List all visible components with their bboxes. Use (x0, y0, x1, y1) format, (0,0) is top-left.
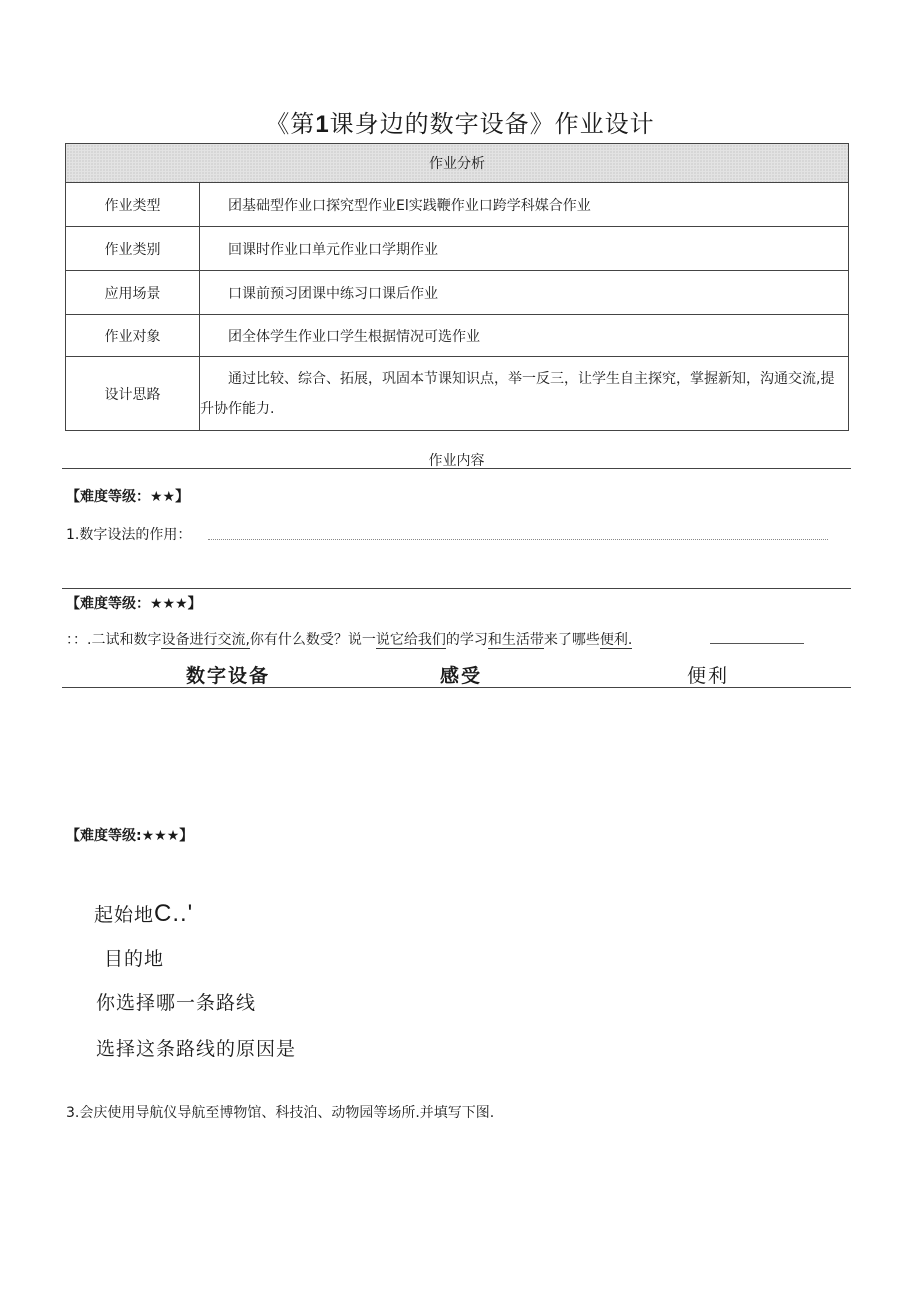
row-value: 回课时作业口单元作业口学期作业 (200, 227, 849, 271)
row-value: 口课前预习团课中练习口课后作业 (200, 271, 849, 315)
row-label: 应用场景 (66, 271, 200, 315)
divider (62, 468, 851, 469)
route-choice: 你选择哪一条路线 (96, 992, 257, 1014)
difficulty-level-1: 【难度等级：★★】 (66, 489, 190, 505)
question-2: ：：.二试和数字设备进行交流,你有什么数受？说一说它给我们的学习和生活带来了哪些便利. (66, 632, 633, 648)
row-value: 团全体学生作业口学生根据情况可选作业 (200, 315, 849, 357)
row-value: 通过比较、综合、拓展，巩固本节课知识点，举一反三，让学生自主探究，掌握新知，沟通交流,提升协作能力. (200, 357, 849, 431)
row-label: 作业类型 (66, 183, 200, 227)
col-convenience: 便利 (687, 665, 730, 687)
table-row (66, 315, 849, 357)
analysis-table (65, 143, 849, 431)
col-feeling: 感受 (440, 665, 483, 687)
route-start: 起始地C..' (94, 900, 194, 927)
answer-line-1[interactable] (208, 539, 828, 540)
col-device: 数字设备 (186, 665, 271, 687)
content-header: 作业内容 (428, 453, 485, 469)
divider (62, 687, 851, 688)
answer-line-2[interactable] (710, 643, 804, 644)
page-title: 《第1课身边的数字设备》作业设计 (265, 110, 655, 138)
table-row (66, 227, 849, 271)
route-destination: 目的地 (104, 948, 165, 970)
analysis-header: 作业分析 (66, 144, 849, 183)
row-label: 作业对象 (66, 315, 200, 357)
row-label: 作业类别 (66, 227, 200, 271)
row-value: 团基础型作业口探究型作业El实践鞭作业口跨学科媒合作业 (200, 183, 849, 227)
table-row (66, 183, 849, 227)
difficulty-level-2: 【难度等级：★★★】 (66, 596, 202, 612)
question-3: 3.会庆使用导航仪导航至博物馆、科技泊、动物园等场所.并填写下图. (66, 1105, 495, 1121)
table-row (66, 357, 849, 431)
divider (62, 588, 851, 589)
difficulty-level-3: 【难度等级:★★★】 (66, 828, 194, 844)
question-1: 1.数字设法的作用： (66, 527, 192, 543)
table-row (66, 271, 849, 315)
route-reason: 选择这条路线的原因是 (96, 1038, 297, 1060)
row-label: 设计思路 (66, 357, 200, 431)
